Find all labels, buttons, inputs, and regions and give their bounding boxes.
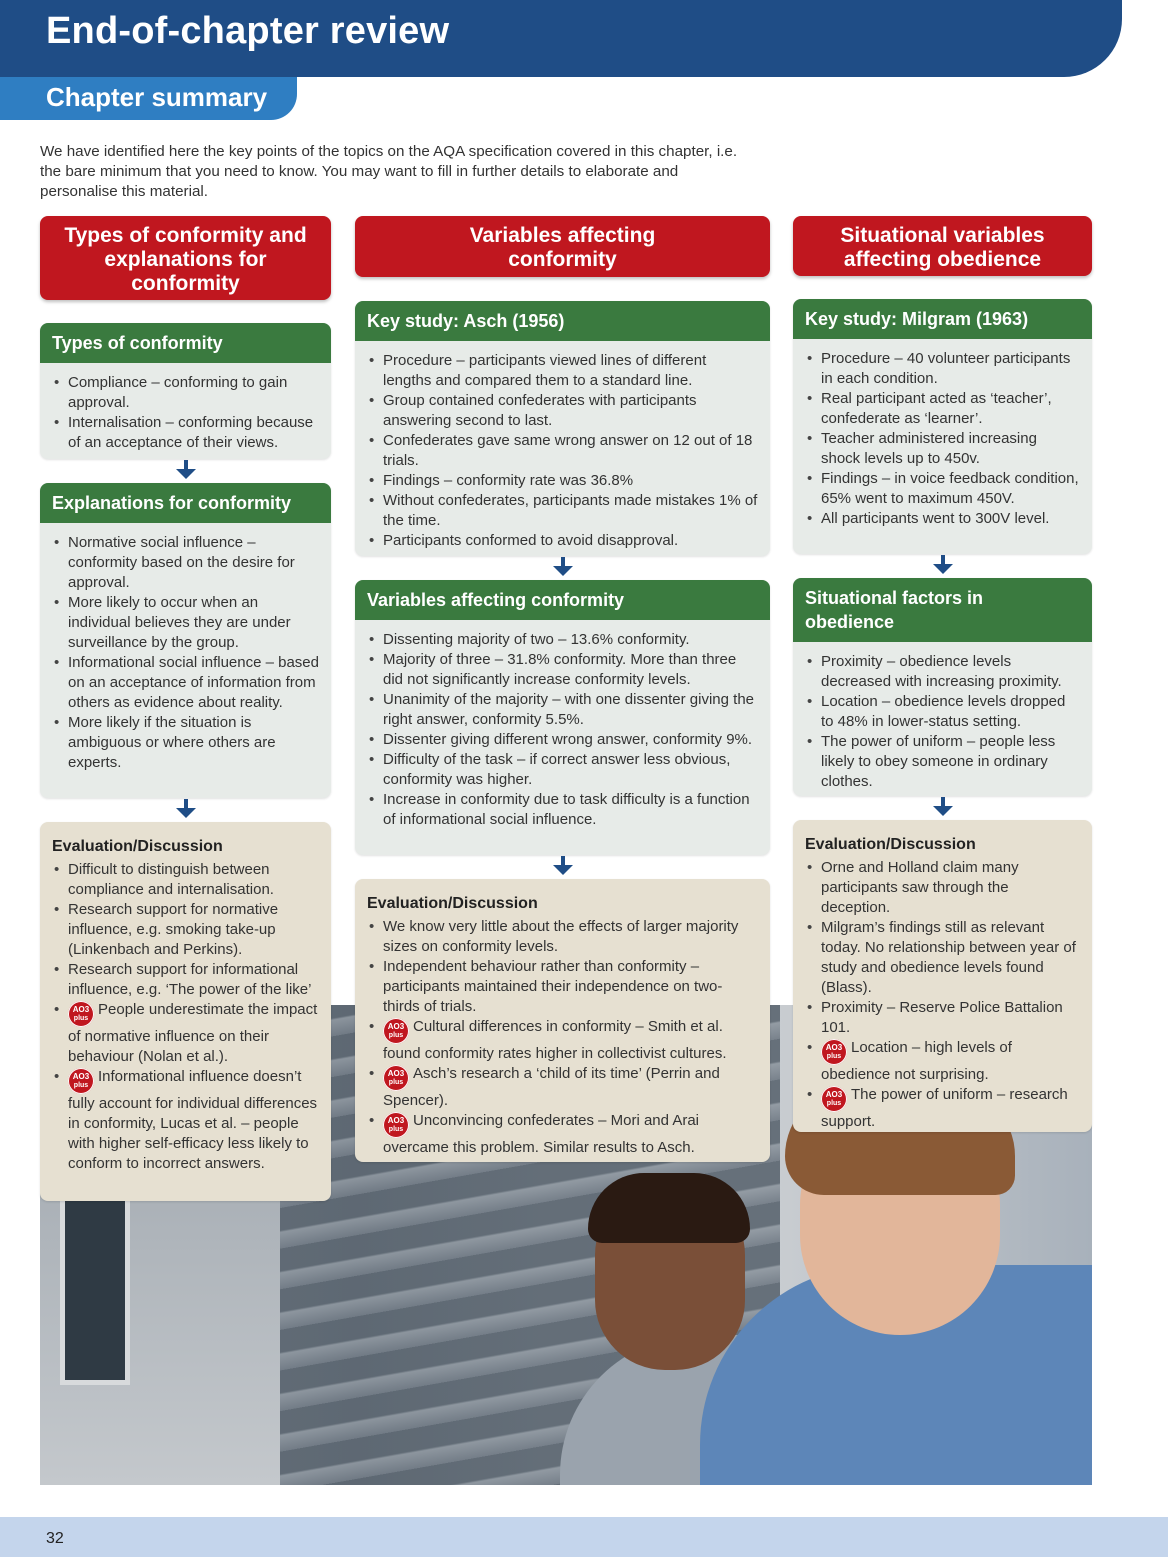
list-item: • AO3 plus People underestimate the impact of normative influence on their behaviour (Nolan et al.). <box>52 1000 319 1067</box>
evaluation-list <box>355 913 770 1166</box>
card-heading: Evaluation/Discussion <box>805 836 976 853</box>
column-title: Types of conformity and explanations for conformity <box>40 216 331 300</box>
list-item: • Research support for normative influence, e.g. smoking take-up (Linkenbach and Perkins). <box>52 900 319 960</box>
footer-bar <box>0 1517 1168 1557</box>
list-item: • Increase in conformity due to task difficulty is a function of informational social influence. <box>367 790 758 830</box>
card-heading: Evaluation/Discussion <box>52 838 223 855</box>
milgram-card <box>793 299 1092 554</box>
list-item: • The power of uniform – people less likely to obey someone in ordinary clothes. <box>805 732 1080 792</box>
intro-text: We have identified here the key points of the topics on the AQA specification covered in this chapter, i.e. the bare minimum that you need to know. You may want to fill in further details to elaborate and personalise this material. <box>40 143 738 200</box>
card-heading: Key study: Milgram (1963) <box>793 299 1092 339</box>
list-item: • Unanimity of the majority – with one dissenter giving the right answer, conformity 5.5%. <box>367 690 758 730</box>
list-item: • Majority of three – 31.8% conformity. More than three did not significantly increase conformity levels. <box>367 650 758 690</box>
page-number: 32 <box>46 1530 64 1547</box>
list-item: • Participants conformed to avoid disapproval. <box>367 531 758 551</box>
down-arrow-icon <box>355 556 770 580</box>
asch-list <box>355 341 770 556</box>
evaluation-list <box>40 856 331 1182</box>
ao3-plus-icon: AO3 plus <box>821 1086 847 1112</box>
card-heading: Explanations for conformity <box>40 483 331 523</box>
explanations-list <box>40 523 331 781</box>
types-card <box>40 323 331 459</box>
situational-factors-list <box>793 642 1092 796</box>
asch-card <box>355 301 770 556</box>
column-conformity-variables <box>355 216 770 1162</box>
list-item: • AO3 plus Asch’s research a ‘child of its time’ (Perrin and Spencer). <box>367 1064 758 1111</box>
list-item: • Proximity – obedience levels decreased with increasing proximity. <box>805 652 1080 692</box>
list-item: • Dissenting majority of two – 13.6% conformity. <box>367 630 758 650</box>
list-item: • Confederates gave same wrong answer on 12 out of 18 trials. <box>367 431 758 471</box>
column-title: Variables affecting conformity <box>355 216 770 277</box>
card-heading: Evaluation/Discussion <box>367 895 538 912</box>
types-list <box>40 363 331 459</box>
list-item: • Real participant acted as ‘teacher’, confederate as ‘learner’. <box>805 389 1080 429</box>
evaluation-list <box>793 854 1092 1140</box>
list-item: • More likely to occur when an individual believes they are under surveillance by the group. <box>52 593 319 653</box>
list-item: • AO3 plus Informational influence doesn’t fully account for individual differences in conformity, Lucas et al. – people with higher self-efficacy less likely to conform to incorrect answers. <box>52 1067 319 1174</box>
card-heading: Types of conformity <box>40 323 331 363</box>
list-item: • We know very little about the effects of larger majority sizes on conformity levels. <box>367 917 758 957</box>
situational-factors-card <box>793 578 1092 796</box>
list-item: • Orne and Holland claim many participants saw through the deception. <box>805 858 1080 918</box>
list-item: • Location – obedience levels dropped to 48% in lower-status setting. <box>805 692 1080 732</box>
list-item: • Findings – conformity rate was 36.8% <box>367 471 758 491</box>
down-arrow-icon <box>793 796 1092 820</box>
card-heading: Variables affecting conformity <box>355 580 770 620</box>
ao3-plus-icon: AO3 plus <box>383 1065 409 1091</box>
list-item: • More likely if the situation is ambiguous or where others are experts. <box>52 713 319 773</box>
column-conformity-types <box>40 216 331 1201</box>
list-item: • All participants went to 300V level. <box>805 509 1080 529</box>
evaluation-card <box>793 820 1092 1132</box>
variables-list <box>355 620 770 838</box>
list-item: • Milgram’s findings still as relevant today. No relationship between year of study and obedience levels found (Blass). <box>805 918 1080 998</box>
list-item: • Proximity – Reserve Police Battalion 101. <box>805 998 1080 1038</box>
evaluation-card <box>355 879 770 1162</box>
chapter-header <box>0 0 1122 77</box>
list-item: • Compliance – conforming to gain approval. <box>52 373 319 413</box>
list-item: • Informational social influence – based on an acceptance of information from others as evidence about reality. <box>52 653 319 713</box>
list-item: • Procedure – participants viewed lines of different lengths and compared them to a standard line. <box>367 351 758 391</box>
list-item: • Independent behaviour rather than conformity – participants maintained their independence on two-thirds of trials. <box>367 957 758 1017</box>
explanations-card <box>40 483 331 798</box>
list-item: • Group contained confederates with participants answering second to last. <box>367 391 758 431</box>
list-item: • AO3 plus The power of uniform – research support. <box>805 1085 1080 1132</box>
down-arrow-icon <box>40 798 331 822</box>
evaluation-card <box>40 822 331 1201</box>
list-item: • Teacher administered increasing shock levels up to 450v. <box>805 429 1080 469</box>
down-arrow-icon <box>793 554 1092 578</box>
column-title: Situational variables affecting obedience <box>793 216 1092 276</box>
list-item: • Normative social influence – conformity based on the desire for approval. <box>52 533 319 593</box>
list-item: • Difficulty of the task – if correct answer less obvious, conformity was higher. <box>367 750 758 790</box>
list-item: • Internalisation – conforming because of an acceptance of their views. <box>52 413 319 453</box>
ao3-plus-icon: AO3 plus <box>68 1068 94 1094</box>
ao3-plus-icon: AO3 plus <box>383 1018 409 1044</box>
list-item: • Procedure – 40 volunteer participants in each condition. <box>805 349 1080 389</box>
down-arrow-icon <box>40 459 331 483</box>
variables-card <box>355 580 770 855</box>
list-item: • Research support for informational influence, e.g. ‘The power of the like’ <box>52 960 319 1000</box>
column-obedience <box>793 216 1092 1132</box>
section-header <box>0 77 297 120</box>
milgram-list <box>793 339 1092 537</box>
list-item: • Without confederates, participants made mistakes 1% of the time. <box>367 491 758 531</box>
list-item: • Findings – in voice feedback condition, 65% went to maximum 450V. <box>805 469 1080 509</box>
page-title: End-of-chapter review <box>46 10 450 52</box>
section-title: Chapter summary <box>46 82 268 112</box>
list-item: • AO3 plus Unconvincing confederates – Mori and Arai overcame this problem. Similar results to Asch. <box>367 1111 758 1158</box>
ao3-plus-icon: AO3 plus <box>68 1001 94 1027</box>
ao3-plus-icon: AO3 plus <box>821 1039 847 1065</box>
card-heading: Situational factors in obedience <box>793 578 1092 642</box>
down-arrow-icon <box>355 855 770 879</box>
list-item: • Dissenter giving different wrong answer, conformity 9%. <box>367 730 758 750</box>
card-heading: Key study: Asch (1956) <box>355 301 770 341</box>
ao3-plus-icon: AO3 plus <box>383 1112 409 1138</box>
list-item: • Difficult to distinguish between compliance and internalisation. <box>52 860 319 900</box>
list-item: • AO3 plus Cultural differences in conformity – Smith et al. found conformity rates higher in collectivist cultures. <box>367 1017 758 1064</box>
list-item: • AO3 plus Location – high levels of obedience not surprising. <box>805 1038 1080 1085</box>
